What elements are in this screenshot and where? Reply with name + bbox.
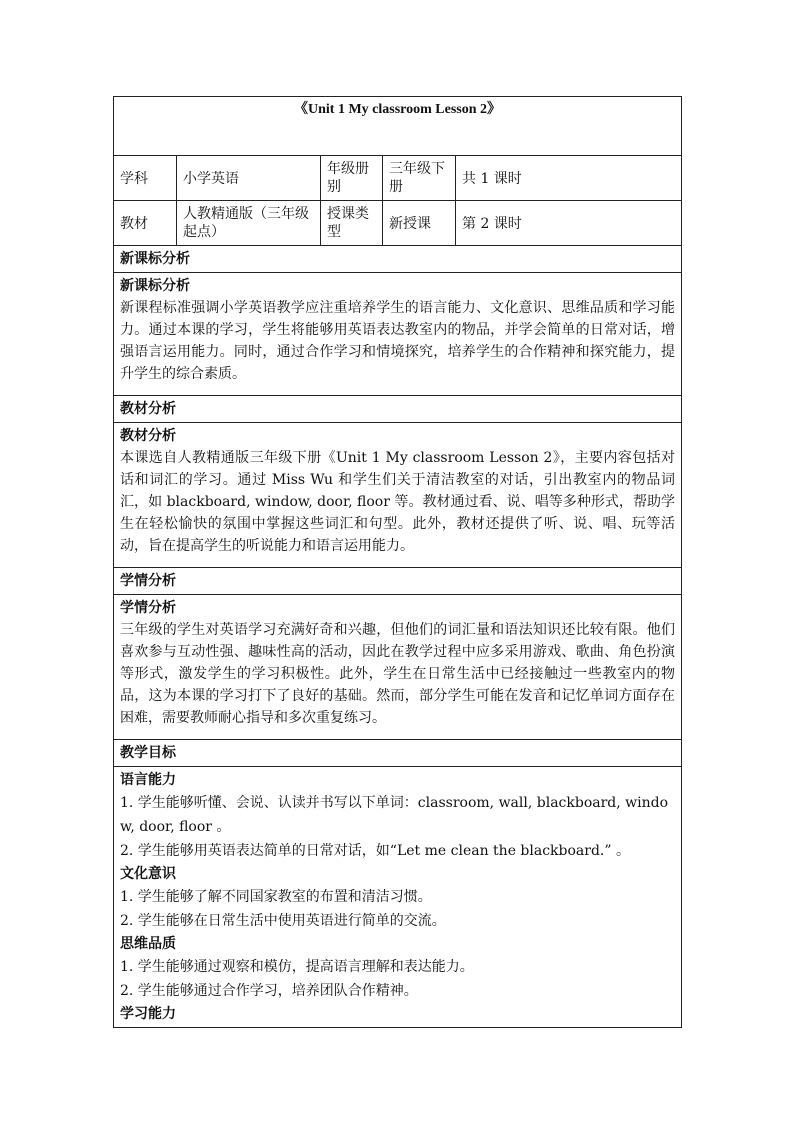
subject-label: 学科 xyxy=(114,156,177,201)
textbook-value: 人教精通版（三年级起点） xyxy=(177,201,321,246)
goal-thinking-title: 思维品质 xyxy=(120,936,176,952)
grade-label: 年级册别 xyxy=(321,156,383,201)
grade-value: 三年级下册 xyxy=(383,156,456,201)
section-body-students xyxy=(114,595,682,740)
section-body-curriculum xyxy=(114,273,682,396)
goal-thinking-item-1: 1. 学生能够通过观察和模仿，提高语言理解和表达能力。 xyxy=(120,959,474,975)
textbook-label: 教材 xyxy=(114,201,177,246)
textbook-text: 本课选自人教精通版三年级下册《Unit 1 My classroom Lesson 2》，主要内容包括对话和词汇的学习。通过 Miss Wu 和学生们关于清洁教室的对话，引出教室内的物品词汇，如 blackboard, window, door, floor 等。教材通过看、说、唱等多种形式，帮助学生在轻松愉快的氛围中掌握这些词汇和句型。此外，教材还提供了听、说、唱、玩等活动，旨在提高学生的听说能力和语言运用能力。 xyxy=(120,450,676,554)
section-heading-goals: 教学目标 xyxy=(114,740,682,767)
lesson-type-value: 新授课 xyxy=(383,201,456,246)
textbook-subheading: 教材分析 xyxy=(120,428,176,444)
goal-culture-item-1: 1. 学生能够了解不同国家教室的布置和清洁习惯。 xyxy=(120,889,432,905)
lesson-number-value: 第 2 课时 xyxy=(456,201,682,246)
goal-language-item-2: 2. 学生能够用英语表达简单的日常对话，如“Let me clean the blackboard.” 。 xyxy=(120,843,630,859)
goal-thinking-item-2: 2. 学生能够通过合作学习，培养团队合作精神。 xyxy=(120,983,418,999)
section-heading-textbook: 教材分析 xyxy=(114,396,682,423)
students-text: 三年级的学生对英语学习充满好奇和兴趣，但他们的词汇量和语法知识还比较有限。他们喜欢参与互动性强、趣味性高的活动，因此在教学过程中应多采用游戏、歌曲、角色扮演等形式，激发学生的学习积极性。此外，学生在日常生活中已经接触过一些教室内的物品，这为本课的学习打下了良好的基础。然而，部分学生可能在发音和记忆单词方面存在困难，需要教师耐心指导和多次重复练习。 xyxy=(120,622,676,726)
curriculum-subheading: 新课标分析 xyxy=(120,278,190,294)
section-heading-students: 学情分析 xyxy=(114,568,682,595)
goal-culture-item-2: 2. 学生能够在日常生活中使用英语进行简单的交流。 xyxy=(120,913,446,929)
section-body-goals xyxy=(114,767,682,1028)
goal-learning-title: 学习能力 xyxy=(120,1006,176,1022)
section-body-textbook xyxy=(114,423,682,568)
total-hours-value: 共 1 课时 xyxy=(456,156,682,201)
goal-culture-title: 文化意识 xyxy=(120,866,176,882)
lesson-type-label: 授课类型 xyxy=(321,201,383,246)
goal-language-title: 语言能力 xyxy=(120,772,176,788)
curriculum-text: 新课程标准强调小学英语教学应注重培养学生的语言能力、文化意识、思维品质和学习能力。通过本课的学习，学生将能够用英语表达教室内的物品，并学会简单的日常对话，增强语言运用能力。同时，通过合作学习和情境探究，培养学生的合作精神和探究能力，提升学生的综合素质。 xyxy=(120,300,676,382)
document-title: 《Unit 1 My classroom Lesson 2》 xyxy=(114,97,682,156)
section-heading-curriculum: 新课标分析 xyxy=(114,246,682,273)
lesson-plan-table xyxy=(113,96,682,1028)
students-subheading: 学情分析 xyxy=(120,600,176,616)
subject-value: 小学英语 xyxy=(177,156,321,201)
goal-language-item-1: 1. 学生能够听懂、会说、认读并书写以下单词：classroom, wall, blackboard, window, door, floor 。 xyxy=(120,795,669,835)
